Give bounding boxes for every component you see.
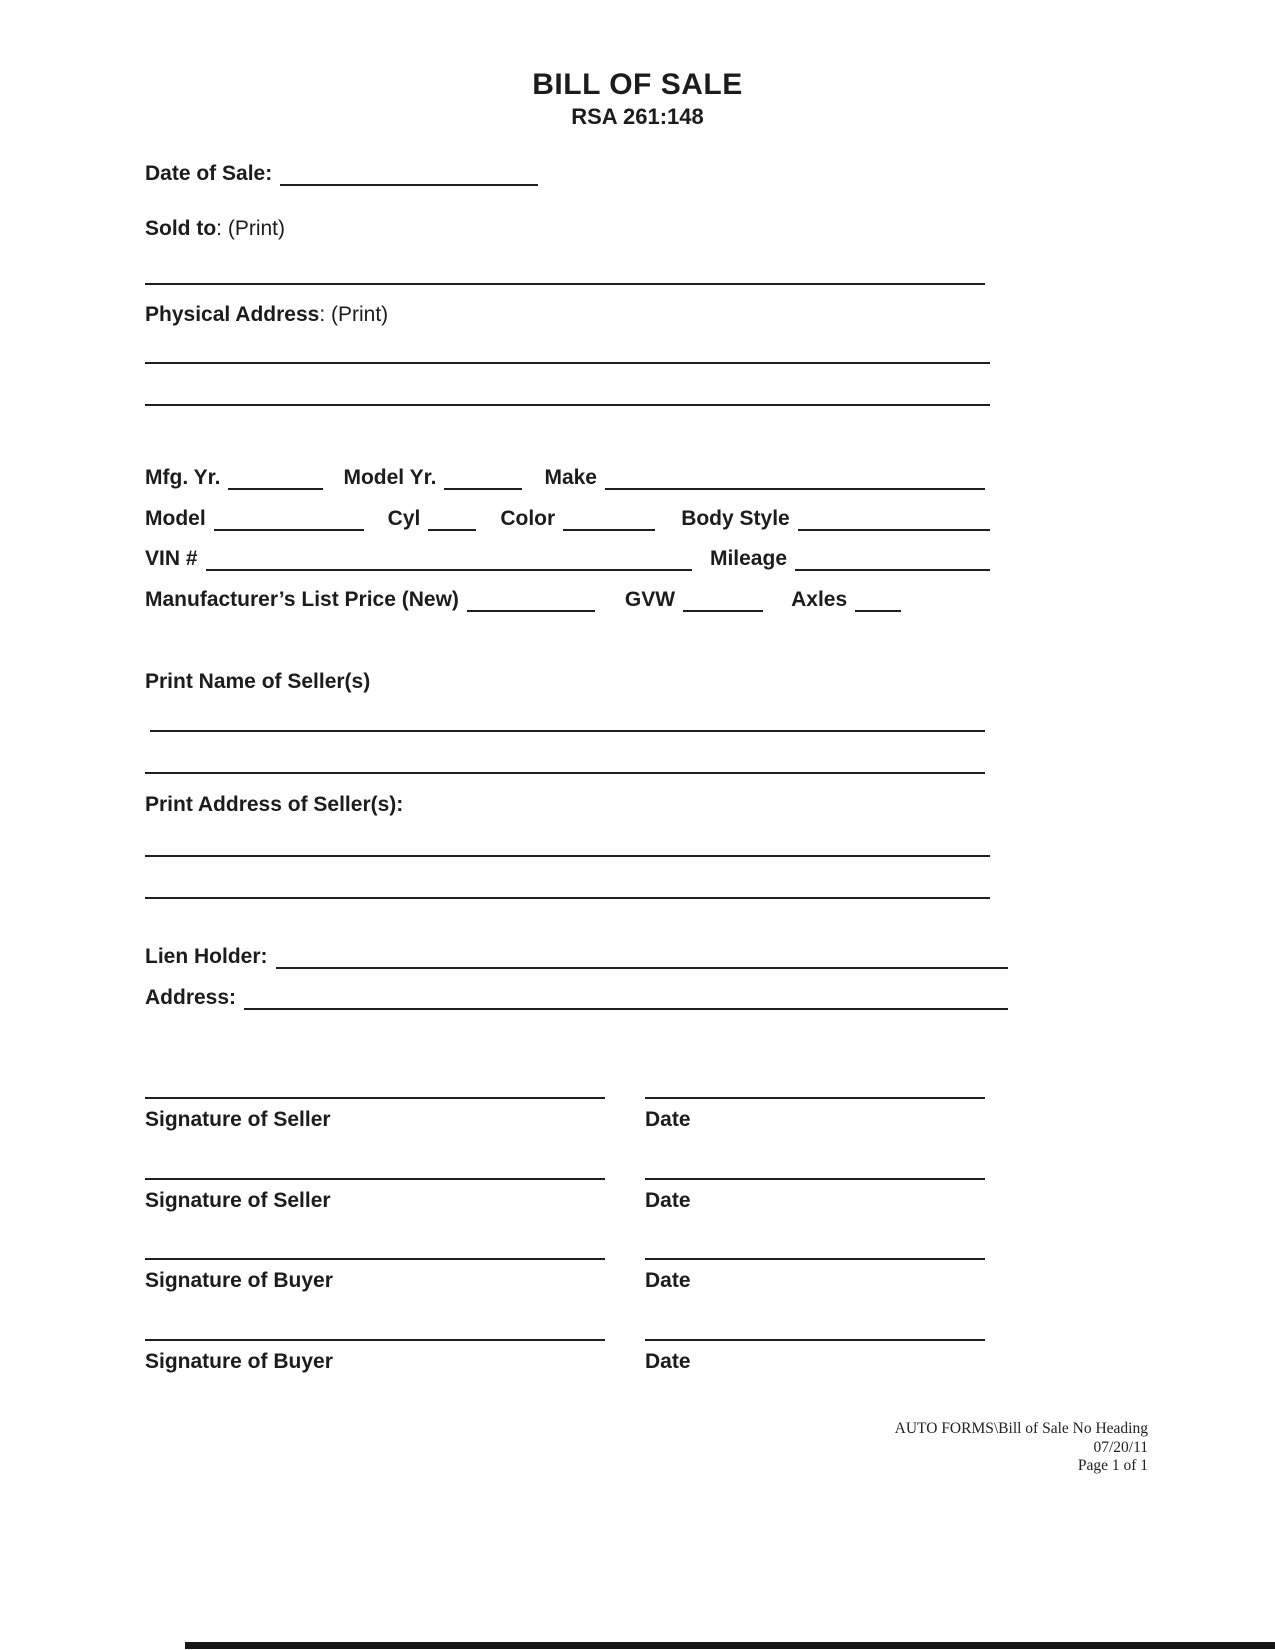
lien-address-row (145, 982, 1008, 1010)
cyl-blank-line (428, 503, 476, 531)
field-sold-to-label: Sold to (145, 217, 217, 240)
signature-row (145, 1339, 985, 1374)
sold-to-print-hint: : (Print) (216, 217, 285, 240)
field-print-name-of-sellers-label: Print Name of Seller(s) (145, 670, 371, 693)
field-lien-address-label: Address: (145, 986, 237, 1009)
date-label: Date (645, 1108, 691, 1131)
scan-artifact-bar (185, 1642, 1275, 1649)
list-price-blank-line (467, 584, 595, 612)
axles-blank-line (855, 584, 901, 612)
make-blank-line (605, 462, 985, 490)
body-style-blank-line (798, 503, 990, 531)
model-yr-blank-line (444, 462, 522, 490)
date-of-sale-blank-line (280, 158, 538, 186)
date-label: Date (645, 1189, 691, 1212)
field-date-of-sale-label: Date of Sale: (145, 162, 273, 185)
seller-signature-date-blank-line-1 (645, 1097, 985, 1099)
seller-signature-date-blank-line-2 (645, 1178, 985, 1180)
date-label: Date (645, 1269, 691, 1292)
seller-signature-blank-line-2 (145, 1178, 605, 1180)
footer-page-number: Page 1 of 1 (1077, 1457, 1148, 1475)
signature-of-buyer-label: Signature of Buyer (145, 1350, 333, 1373)
mileage-blank-line (795, 543, 990, 571)
seller-signature-blank-line-1 (145, 1097, 605, 1099)
sold-to-blank-line (145, 283, 985, 285)
date-label: Date (645, 1350, 691, 1373)
footer-date: 07/20/11 (1093, 1438, 1148, 1456)
mfg-yr-blank-line (228, 462, 323, 490)
signature-of-seller-label: Signature of Seller (145, 1189, 331, 1212)
print-name-of-sellers-row (145, 666, 370, 694)
field-model-label: Model (145, 507, 206, 530)
date-of-sale-row (145, 158, 990, 186)
buyer-signature-blank-line-2 (145, 1339, 605, 1341)
field-list-price-label: Manufacturer’s List Price (New) (145, 588, 459, 611)
signature-of-seller-label: Signature of Seller (145, 1108, 331, 1131)
print-address-of-sellers-row (145, 789, 403, 817)
field-physical-address-label: Physical Address (145, 303, 320, 326)
sold-to-row (145, 213, 990, 241)
field-gvw-label: GVW (624, 588, 676, 611)
buyer-signature-blank-line-1 (145, 1258, 605, 1260)
physical-address-row (145, 299, 990, 327)
footer-note (895, 1420, 1148, 1476)
model-blank-line (214, 503, 364, 531)
vehicle-row-1 (145, 462, 985, 490)
buyer-signature-date-blank-line-1 (645, 1258, 985, 1260)
seller-address-blank-line-2 (145, 897, 990, 899)
vehicle-row-2 (145, 503, 990, 531)
form-statute: RSA 261:148 (571, 104, 704, 129)
field-color-label: Color (500, 507, 556, 530)
seller-address-blank-line-1 (145, 855, 990, 857)
field-model-yr-label: Model Yr. (343, 466, 437, 489)
physical-address-blank-line-1 (145, 362, 990, 364)
physical-address-print-hint: : (Print) (319, 303, 389, 326)
seller-name-blank-line-2 (145, 772, 985, 774)
vehicle-row-4 (145, 584, 990, 612)
gvw-blank-line (683, 584, 763, 612)
field-cyl-label: Cyl (387, 507, 421, 530)
footer-file-path: AUTO FORMS\Bill of Sale No Heading (894, 1420, 1148, 1437)
field-print-address-of-sellers-label: Print Address of Seller(s): (145, 793, 404, 816)
vin-blank-line (206, 543, 692, 571)
lien-address-blank-line (244, 982, 1008, 1010)
seller-name-blank-line-1 (150, 730, 985, 732)
lien-holder-row (145, 941, 1008, 969)
signature-row (145, 1258, 985, 1293)
field-axles-label: Axles (791, 588, 848, 611)
lien-holder-blank-line (276, 941, 1008, 969)
signature-of-buyer-label: Signature of Buyer (145, 1269, 333, 1292)
form-title: BILL OF SALE (532, 68, 743, 101)
buyer-signature-date-blank-line-2 (645, 1339, 985, 1341)
vehicle-row-3 (145, 543, 990, 571)
field-vin-label: VIN # (145, 547, 198, 570)
field-mileage-label: Mileage (709, 547, 787, 570)
signature-row (145, 1178, 985, 1213)
color-blank-line (563, 503, 655, 531)
field-make-label: Make (544, 466, 597, 489)
field-lien-holder-label: Lien Holder: (145, 945, 268, 968)
physical-address-blank-line-2 (145, 404, 990, 406)
signature-row (145, 1097, 985, 1132)
field-mfg-yr-label: Mfg. Yr. (145, 466, 221, 489)
field-body-style-label: Body Style (681, 507, 790, 530)
